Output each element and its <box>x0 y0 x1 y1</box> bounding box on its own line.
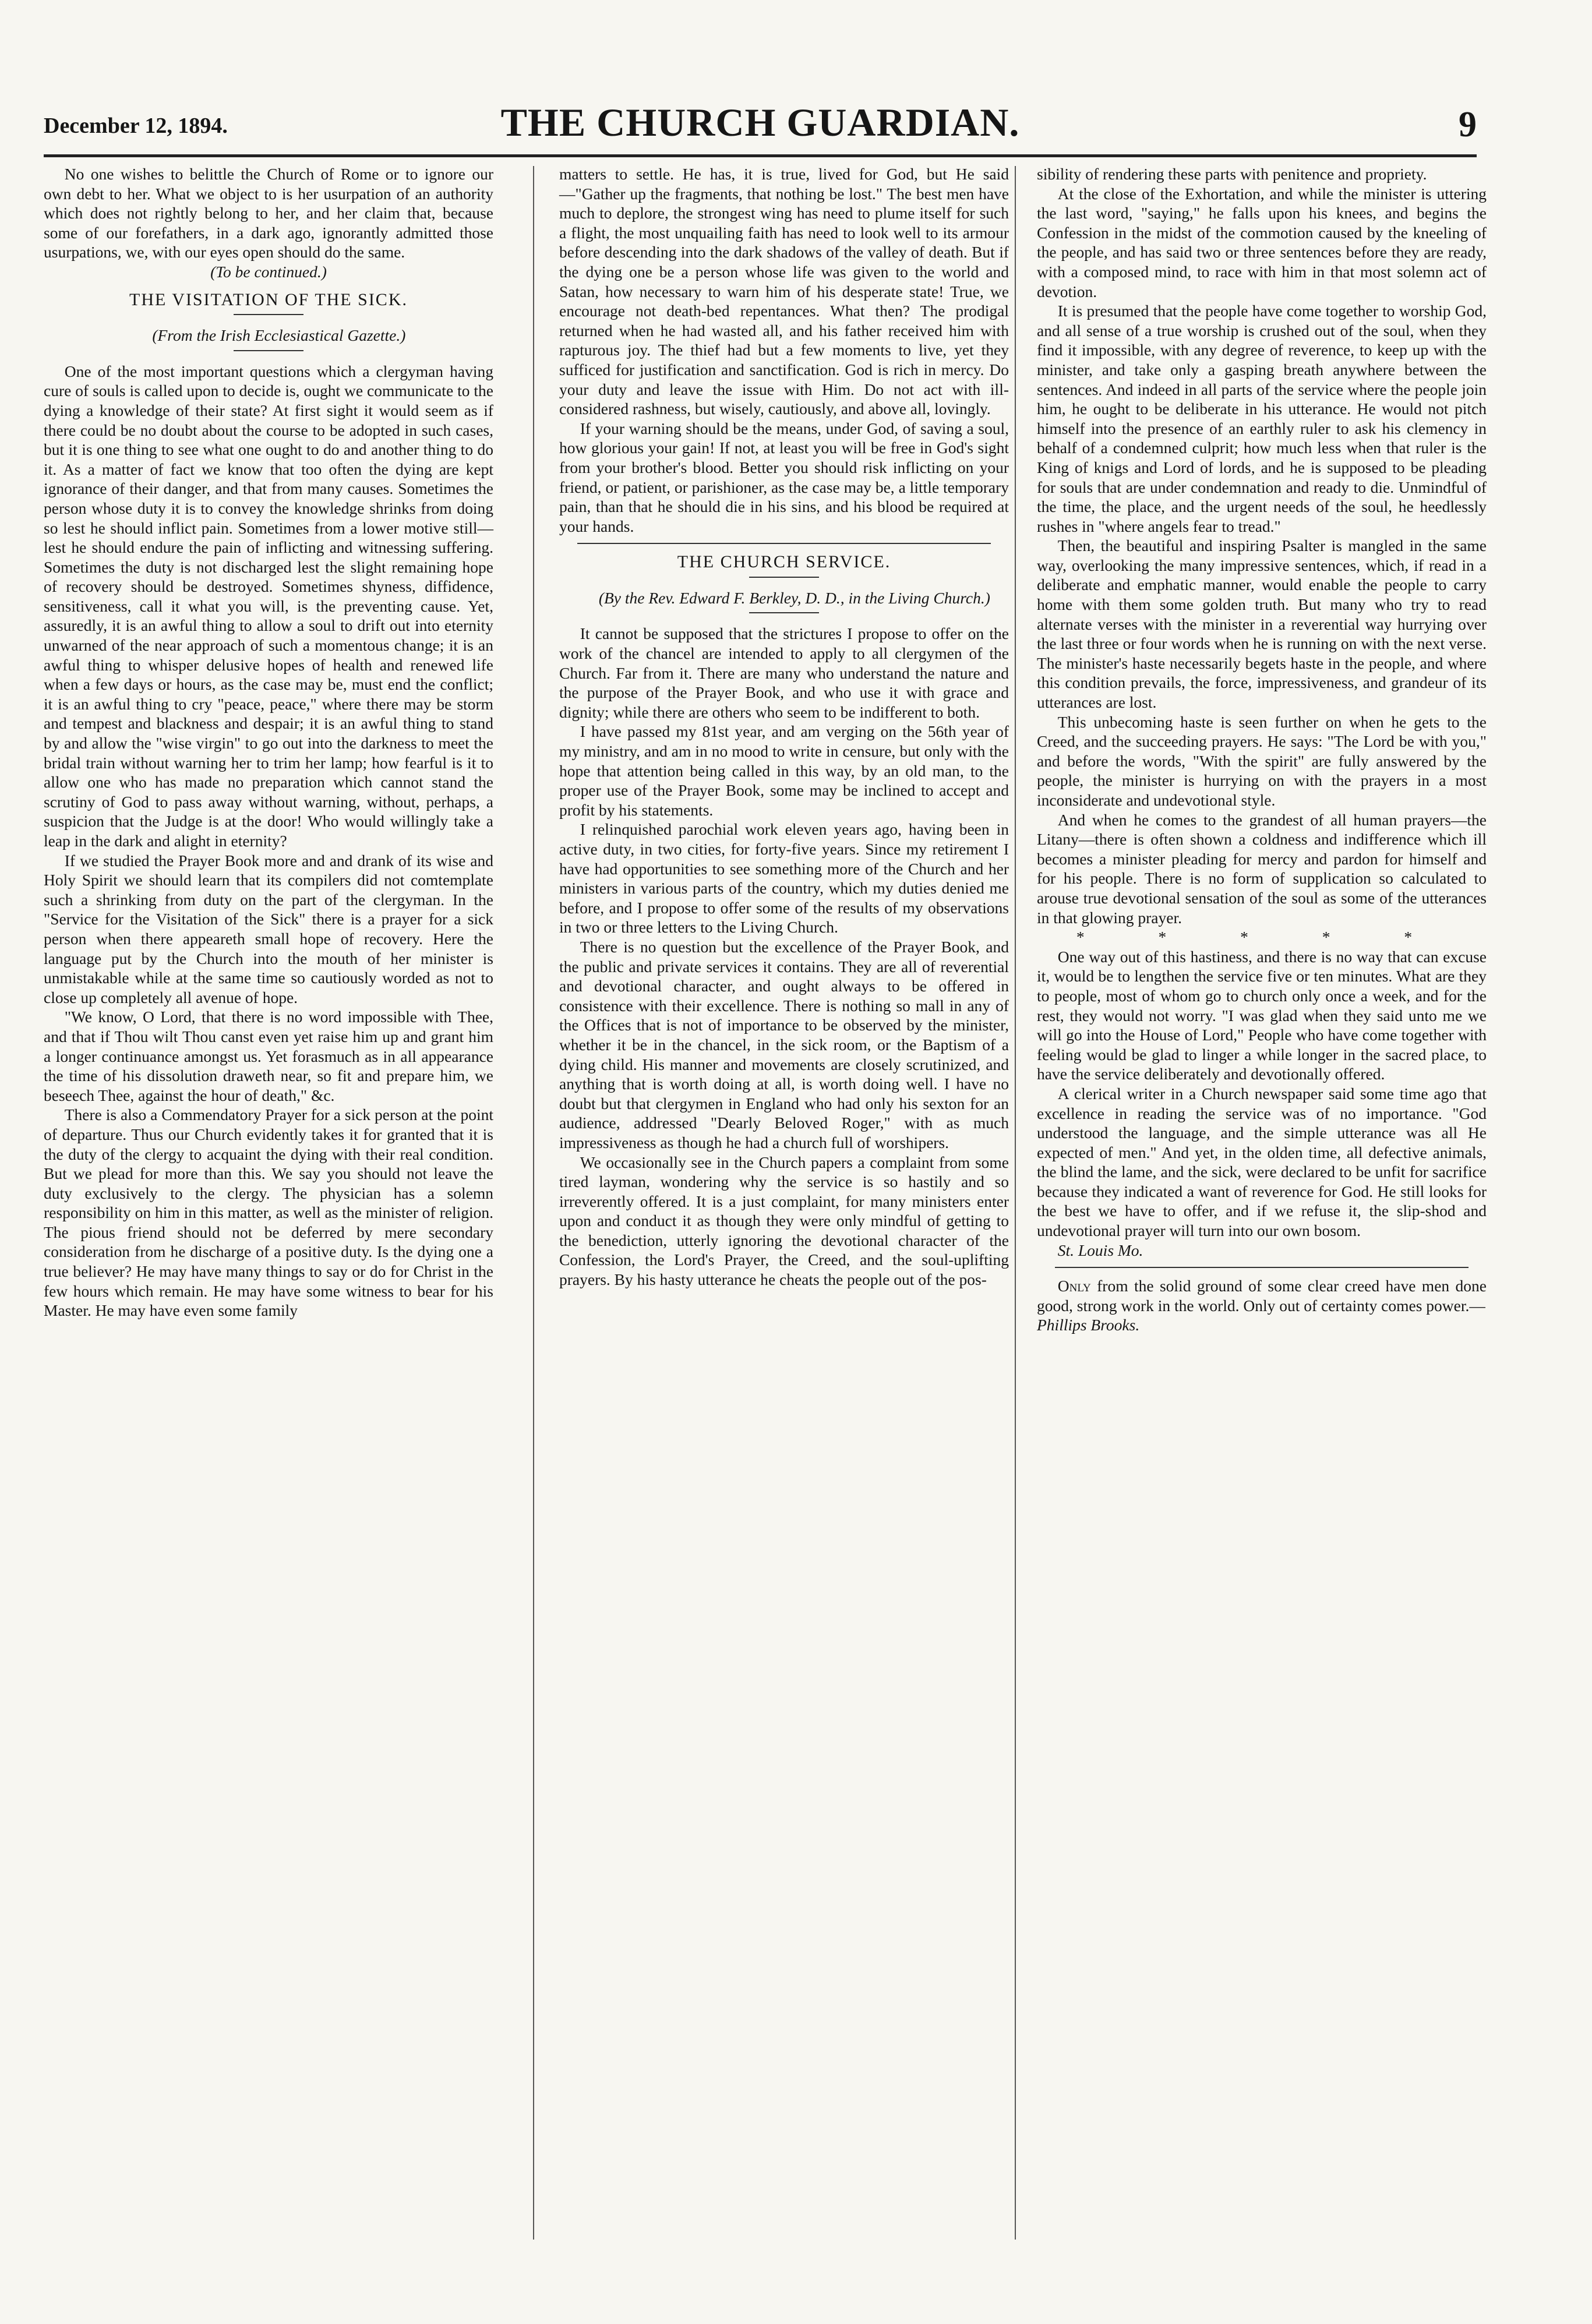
paragraph: matters to settle. He has, it is true, lived for God, but He said—"Gather up the fragments, that nothing be lost." The best men have much to deplore, the strongest wing has need to plume itself for such a flight, the most unquailing faith has need to look well to its armour before descending into the dark shadows of the valley of death. But if the dying one be a person whose life was given to the world and Satan, how necessary to warn him of his desperate state! True, we encourage not death-bed repentances. What then? The prodigal returned when he had wasted all, and his father received him with rapturous joy. The thief had but a few moments to live, yet they sufficed for justification and sanctification. God is rich in mercy. Do your duty and leave the issue with Him. Do not act with ill-considered rashness, but wisely, cautiously, and above all, lovingly. <box>559 165 1009 418</box>
paragraph: At the close of the Exhortation, and while the minister is uttering the last word, "saying," he falls upon his knees, and begins the Confession in the midst of the commotion caused by the kneeling of the people, and has said two or three sentences before they are ready, with a composed mind, to race with him in that most solemn act of devotion. <box>1037 184 1487 301</box>
column-1 <box>44 164 493 1320</box>
paragraph: There is also a Commendatory Prayer for a sick person at the point of departure. Thus our Church evidently takes it for granted that it is the duty of the clergy to acquaint the dying with their real condition. But we plead for more than this. We say you should not leave the duty exclusively to the clergy. The physician has a solemn responsibility on him in this matter, as well as the minister of religion. The pious friend should not be deferred by mere secondary consideration from he discharge of a positive duty. Is the dying one a true believer? He may have many things to say or do for Christ in the few hours which remain. He may have some witness to bear for his Master. He may have even some family <box>44 1106 493 1320</box>
article-source: (From the Irish Ecclesiastical Gazette.) <box>152 326 406 345</box>
masthead-title: THE CHURCH GUARDIAN. <box>500 100 1020 144</box>
article-source: (By the Rev. Edward F. Berkley, D. D., in the Living Church.) <box>598 588 990 607</box>
section-rule <box>1055 1267 1469 1268</box>
paragraph: And when he comes to the grandest of all human prayers—the Litany—there is often shown a coldness and indifference which ill becomes a minister pleading for mercy and pardon for himself and for his people. There is no form of supplication so calculated to arouse true devotional sensation of the soul as some of the utterances in that glowing prayer. <box>1037 810 1487 927</box>
paragraph: If we studied the Prayer Book more and and drank of its wise and Holy Spirit we should learn that its compilers did not comtemplate such a shrinking from duty on the part of the clergyman. In the "Service for the Visitation of the Sick" there is a prayer for a sick person when there appeareth small hope of recovery. Here the language put by the Church into the mouth of her minister is unmistakable while at the same time so cautiously worded as not to close up completely all avenue of hope. <box>44 851 493 1006</box>
section-rule <box>577 543 991 544</box>
source-rule <box>234 350 303 351</box>
heading-rule <box>749 577 819 578</box>
paragraph: A clerical writer in a Church newspaper said some time ago that excellence in reading the service was of no importance. "God understood the language, and the simple utterance was all He expected of men." And yet, in the olden time, all defective animals, the blind the lame, and the sick, were declared to be unfit for sacrifice because they indicated a want of reverence for God. He still looks for the best we have to offer, and if we refuse it, the slip-shod and undevotional prayer will turn into our own bosom. <box>1037 1084 1487 1240</box>
quotation <box>1037 1276 1487 1335</box>
paragraph: Then, the beautiful and inspiring Psalter is mangled in the same way, overlooking the many impressive sentences, which, if read in a deliberate and emphatic manner, would enable the people to carry home with them some golden truth. But many who try to read alternate verses with the minister in a reverential way hurrying over the last three or four words when he is running on with the next verse. The minister's haste necessarily begets haste in the people, and where this condition prevails, the force, impressiveness, and grandeur of its utterances are lost. <box>1037 536 1487 712</box>
heading-rule <box>234 314 303 315</box>
paragraph: If your warning should be the means, under God, of saving a soul, how glorious your gain! If not, at least you will be free in God's sight from your brother's blood. Better you should risk inflicting on your friend, or patient, or parishioner, as the case may be, a little temporary pain, than that he should die in his sins, and his blood be required at your hands. <box>559 419 1009 535</box>
continued-note: (To be continued.) <box>210 262 327 281</box>
paragraph: One way out of this hastiness, and there is no way that can excuse it, would be to lengthen the service five or ten minutes. What are they to people, most of whom go to church only once a week, and for the rest, they would not worry. "I was glad when they said unto me we will go into the House of Lord," People who have come together with feeling would be glad to linger a while longer in the sacred place, to have the service deliberately and devotionally offered. <box>1037 947 1487 1083</box>
column-divider <box>533 166 534 2240</box>
page-number: 9 <box>1459 105 1477 144</box>
article-heading-church-service: THE CHURCH SERVICE. <box>677 552 891 572</box>
paragraph: I relinquished parochial work eleven years ago, having been in active duty, in two cities, for forty-five years. Since my retirement I have had opportunities to see something more of the Church and her ministers in various parts of the country, which my duties denied me before, and I propose to offer some of the results of my observations in two or three letters to the Living Church. <box>559 820 1009 937</box>
paragraph: I have passed my 81st year, and am verging on the 56th year of my ministry, and am in no mood to write in censure, but only with the hope that attention being called in this way, by an old man, to the proper use of the Prayer Book, some may be inclined to accept and profit by his statements. <box>559 722 1009 819</box>
paragraph: sibility of rendering these parts with penitence and propriety. <box>1037 165 1427 183</box>
paragraph: It is presumed that the people have come together to worship God, and all sense of a true worship is crushed out of the soul, when they find it impossible, with any degree of reverence, to keep up with the minister, and take only a gasping breath anywhere between the sentences. And indeed in all parts of the service where the people join him, he ought to be deliberate in his utterance. He would not pitch himself into the presence of an earthly ruler to ask his clemency in behalf of a condemned culprit; how much less when that ruler is the King of knigs and Lord of lords, and he is supposed to be pleading for souls that are under condemnation and ready to die. Unmindful of the time, the place, and the urgent needs of the soul, he heedlessly rushes in "where angels fear to tread." <box>1037 302 1487 535</box>
paragraph: There is no question but the excellence of the Prayer Book, and the public and private services it contains. They are all of reverential and devotional character, and ought always to be offered in consistence with their excellence. There is nothing so mall in any of the Offices that is not of importance to be observed by the minister, whether it be in the chancel, in the sick room, or the Baptism of a dying child. His manner and movements are closely scrutinized, and anything that is worth doing at all, is worth doing well. I have no doubt but that clergymen in England who had only his sexton for an audience, addressed "Dearly Beloved Roger," with as much impressiveness as though he had a church full of worshipers. <box>559 937 1009 1152</box>
paragraph: No one wishes to belittle the Church of Rome or to ignore our own debt to her. What we object to is her usurpation of an authority which does not rightly belong to her, and her claim that, because some of our forefathers, in a dark ago, ignorantly admitted those usurpations, we, with our eyes open should do the same. <box>44 165 493 262</box>
signature: St. Louis Mo. <box>1057 1241 1143 1259</box>
column-divider <box>1015 166 1016 2240</box>
quote-author: Phillips Brooks. <box>1037 1316 1140 1334</box>
quote-text: from the solid ground of some clear creed have men done good, strong work in the world. Only out of certainty comes power.— <box>1037 1277 1487 1315</box>
article-heading-visitation: THE VISITATION OF THE SICK. <box>129 289 408 309</box>
column-3 <box>1037 164 1487 1335</box>
paragraph: "We know, O Lord, that there is no word impossible with Thee, and that if Thou wilt Thou canst even yet raise him up and grant him a longer continuance amongst us. Yet forasmuch as in all appearance the time of his dissolution draweth near, so fit and prepare him, we beseech Thee, against the hour of death," &c. <box>44 1008 493 1104</box>
header-rule <box>44 154 1477 157</box>
paragraph: This unbecoming haste is seen further on when he gets to the Creed, and the succeeding prayers. He says: "The Lord be with you," and before the words, "With the spirit" are fully answered by the people, the minister is hurrying on with the prayers in a most inconsiderate and undevotional style. <box>1037 712 1487 809</box>
paragraph: One of the most important questions which a clergyman having cure of souls is called upon to decide is, ought we communicate to the dying a knowledge of their state? At first sight it would seem as if there could be no doubt about the course to be adopted in such cases, but it is one thing to see what one ought to do and another thing to do it. As a matter of fact we know that too often the dying are kept ignorance of their danger, and that from many causes. Sometimes the person whose duty it is to convey the knowledge shrinks from doing so lest he should inflict pain. Sometimes from a lower motive still—lest he should endure the pain of inflicting and witnessing suffering. Sometimes the duty is not discharged lest the slight remaining hope of recovery should be destroyed. Sometimes shyness, diffidence, sensitiveness, call it what you will, is the preventing cause. Yet, assuredly, it is an awful thing to allow a soul to drift out into eternity unwarned of the near approach of such a momentous change; it is an awful thing to whisper delusive hopes of health and renewed life when a few days or hours, as the case may be, must end the conflict; it is an awful thing to cry "peace, peace," where there may be storm and tempest and blackness and despair; it is an awful thing to stand by and allow the "wise virgin" to go out into the darkness to meet the bridal train without warning her to trim her lamp; how fearful is it to allow one who has made no preparation which cannot stand the scrutiny of God to pass away without warning, without, perhaps, a suspicion that the Judge is at the door! Who would willingly take a leap in the dark and alight in eternity? <box>44 362 493 850</box>
paragraph: We occasionally see in the Church papers a complaint from some tired layman, wondering why the service is so hastily and so irreverently offered. It is a just complaint, for many ministers enter upon and conduct it as though they were only mindful of getting to the benediction, utterly ignoring the devotional character of the Confession, the Lord's Prayer, the Creed, and the soul-uplifting prayers. By his hasty utterance he cheats the people out of the pos- <box>559 1153 1009 1289</box>
page-header <box>44 82 1477 146</box>
paragraph: It cannot be supposed that the strictures I propose to offer on the work of the chancel are intended to apply to all clergymen of the Church. Far from it. There are many who understand the nature and the purpose of the Prayer Book, and who use it with grace and dignity; while there are others who seem to be indifferent to both. <box>559 624 1009 721</box>
section-break-stars: * * * * * <box>1076 928 1448 946</box>
column-2 <box>559 164 1009 1290</box>
quote-lead: Only <box>1057 1277 1091 1295</box>
issue-date: December 12, 1894. <box>44 114 228 138</box>
source-rule <box>749 612 819 613</box>
